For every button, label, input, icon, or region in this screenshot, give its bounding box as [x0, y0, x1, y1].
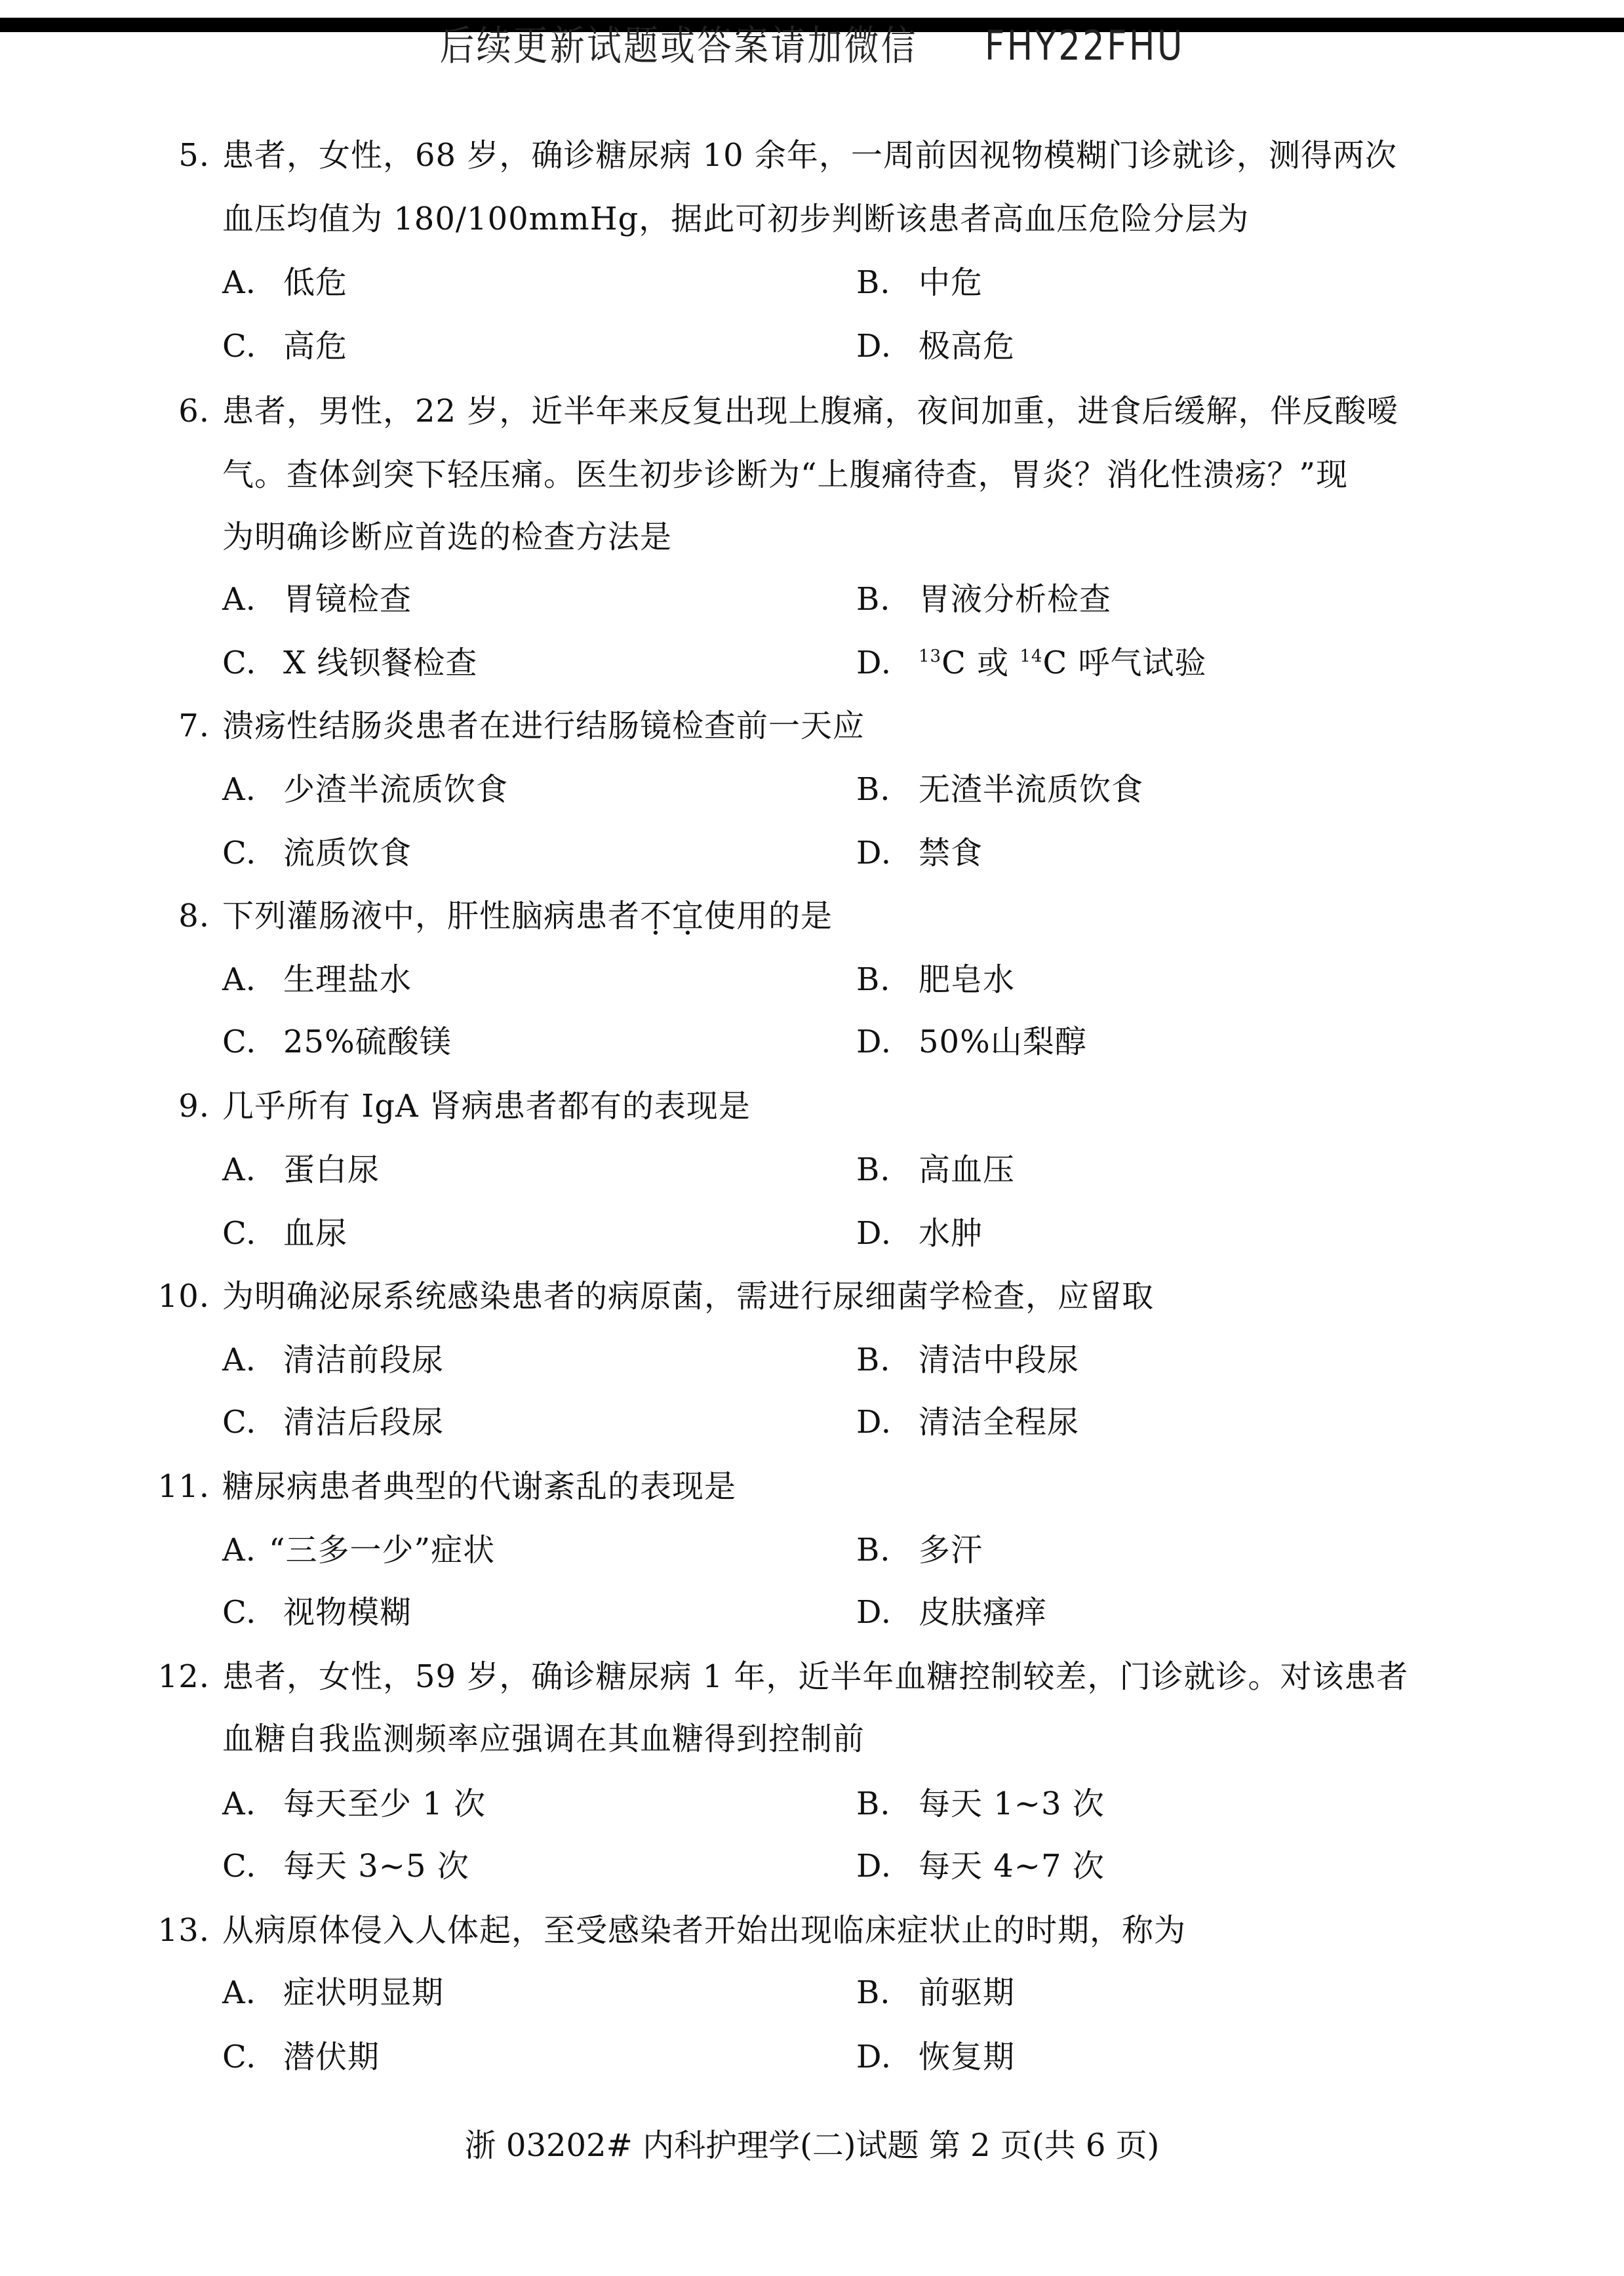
option-label-b: B.: [856, 1532, 891, 1568]
option-label-a: A.: [222, 581, 256, 618]
option-c: 视物模糊: [283, 1594, 412, 1631]
option-label-d: D.: [856, 1215, 892, 1252]
question-text: 血糖自我监测频率应强调在其血糖得到控制前: [222, 1721, 865, 1757]
option-c: 流质饮食: [283, 835, 412, 871]
question-number: 13.: [157, 1912, 210, 1949]
option-b: 胃液分析检查: [919, 581, 1112, 618]
option-d: 水肿: [919, 1215, 983, 1252]
option-a: 生理盐水: [283, 961, 412, 998]
option-a: “三多一少”症状: [269, 1532, 496, 1568]
options-row: [0, 833, 1624, 873]
option-label-c: C.: [222, 1848, 257, 1885]
question-number: 8.: [178, 898, 210, 934]
option-label-a: A.: [222, 264, 256, 301]
option-label-c: C.: [222, 645, 257, 681]
question-text: 为明确泌尿系统感染患者的病原菌，需进行尿细菌学检查，应留取: [222, 1278, 1155, 1315]
option-d: 每天 4~7 次: [919, 1848, 1105, 1885]
options-row: [0, 770, 1624, 809]
option-d-tail: C 呼气试验: [1042, 645, 1207, 681]
isotope-13: 13: [919, 647, 942, 666]
option-d-mid: C 或: [941, 645, 1020, 681]
question-number: 10.: [157, 1278, 210, 1315]
question-text: 血压均值为 180/100mmHg，据此可初步判断该患者高血压危险分层为: [222, 201, 1250, 237]
options-row: [0, 263, 1624, 302]
option-label-c: C.: [222, 1404, 257, 1441]
option-a: 蛋白尿: [283, 1151, 380, 1188]
option-label-c: C.: [222, 835, 257, 871]
emphasis-dot-char: 宜: [672, 898, 705, 934]
option-label-d: D.: [856, 645, 892, 681]
question-text: 几乎所有 IgA 肾病患者都有的表现是: [222, 1088, 751, 1125]
options-row: [0, 1022, 1624, 1062]
option-label-a: A.: [222, 771, 256, 808]
option-label-a: A.: [222, 961, 256, 998]
question-text: 患者，女性，59 岁，确诊糖尿病 1 年，近半年血糖控制较差，门诊就诊。对该患者: [222, 1658, 1409, 1695]
question-number: 9.: [178, 1088, 210, 1125]
question-text: [222, 896, 833, 936]
option-label-c: C.: [222, 328, 257, 365]
option-b: 多汗: [919, 1532, 983, 1568]
question-text: 患者，男性，22 岁，近半年来反复出现上腹痛，夜间加重，进食后缓解，伴反酸嗳: [222, 393, 1399, 429]
options-row: [0, 960, 1624, 999]
watermark-header: [122, 20, 1502, 72]
option-d: 极高危: [919, 328, 1016, 365]
option-a: 症状明显期: [283, 1974, 445, 2011]
option-b: 中危: [919, 264, 983, 301]
options-row: [0, 1973, 1624, 2012]
options-row: [0, 580, 1624, 619]
page-footer: 浙 03202# 内科护理学(二)试题 第 2 页(共 6 页): [464, 2127, 1160, 2164]
option-label-c: C.: [222, 1215, 257, 1252]
option-label-a: A.: [222, 1342, 256, 1378]
options-row: [0, 1150, 1624, 1189]
option-c: 潜伏期: [283, 2039, 380, 2075]
question-number: 11.: [157, 1468, 210, 1505]
option-d: 皮肤瘙痒: [919, 1594, 1048, 1631]
isotope-14: 14: [1020, 647, 1043, 666]
option-label-c: C.: [222, 2039, 257, 2075]
option-c: X 线钡餐检查: [283, 645, 478, 681]
options-row: [0, 327, 1624, 366]
options-row: [0, 1530, 1624, 1570]
option-b: 前驱期: [919, 1974, 1016, 2011]
option-label-a: A.: [222, 1786, 256, 1822]
watermark-wechat-id: FHY22FHU: [984, 22, 1185, 70]
options-row: [0, 1784, 1624, 1824]
option-c: 高危: [283, 328, 348, 365]
options-row: [0, 1593, 1624, 1632]
option-label-d: D.: [856, 1594, 892, 1631]
option-d: [919, 643, 1206, 683]
options-row: [0, 643, 1624, 683]
watermark-text: 后续更新试题或答案请加微信: [439, 22, 918, 70]
option-label-d: D.: [856, 1848, 892, 1885]
option-label-a: A.: [222, 1151, 256, 1188]
question-text: 溃疡性结肠炎患者在进行结肠镜检查前一天应: [222, 708, 865, 744]
option-label-b: B.: [856, 264, 891, 301]
option-d: 清洁全程尿: [919, 1404, 1080, 1441]
option-label-d: D.: [856, 1404, 892, 1441]
question-text: 从病原体侵入人体起，至受感染者开始出现临床症状止的时期，称为: [222, 1912, 1187, 1949]
options-row: [0, 1214, 1624, 1253]
option-label-b: B.: [856, 1786, 891, 1822]
option-label-c: C.: [222, 1024, 257, 1060]
option-label-b: B.: [856, 1151, 891, 1188]
option-label-d: D.: [856, 835, 892, 871]
option-label-d: D.: [856, 2039, 892, 2075]
option-b: 清洁中段尿: [919, 1342, 1080, 1378]
option-label-b: B.: [856, 581, 891, 618]
option-d: 50%山梨醇: [919, 1024, 1087, 1060]
option-b: 肥皂水: [919, 961, 1016, 998]
option-label-b: B.: [856, 1342, 891, 1378]
option-label-d: D.: [856, 1024, 892, 1060]
option-b: 高血压: [919, 1151, 1016, 1188]
option-d: 恢复期: [919, 2039, 1016, 2075]
option-a: 每天至少 1 次: [283, 1786, 486, 1822]
emphasis-dot-char: 不: [640, 898, 673, 934]
options-row: [0, 1340, 1624, 1380]
question-number: 12.: [157, 1658, 210, 1695]
option-c: 血尿: [283, 1215, 348, 1252]
question-text: 患者，女性，68 岁，确诊糖尿病 10 余年，一周前因视物模糊门诊就诊，测得两次: [222, 137, 1397, 174]
option-label-b: B.: [856, 961, 891, 998]
option-a: 少渣半流质饮食: [283, 771, 509, 808]
question-text: 糖尿病患者典型的代谢紊乱的表现是: [222, 1468, 737, 1505]
option-b: 每天 1~3 次: [919, 1786, 1105, 1822]
option-a: 清洁前段尿: [283, 1342, 445, 1378]
option-label-b: B.: [856, 1974, 891, 2011]
options-row: [0, 1403, 1624, 1442]
option-d: 禁食: [919, 835, 983, 871]
question-number: 6.: [178, 393, 210, 429]
question-number: 5.: [178, 137, 210, 174]
option-a: 低危: [283, 264, 348, 301]
options-row: [0, 1847, 1624, 1886]
question-text: 气。查体剑突下轻压痛。医生初步诊断为“上腹痛待查，胃炎？消化性溃疡？”现: [222, 456, 1349, 493]
question-text-part: 下列灌肠液中，肝性脑病患者: [222, 898, 641, 934]
question-text-part: 使用的是: [704, 898, 833, 934]
option-c: 清洁后段尿: [283, 1404, 445, 1441]
question-text: 为明确诊断应首选的检查方法是: [222, 519, 673, 555]
option-a: 胃镜检查: [283, 581, 412, 618]
option-c: 每天 3~5 次: [283, 1848, 469, 1885]
option-label-c: C.: [222, 1594, 257, 1631]
option-label-b: B.: [856, 771, 891, 808]
question-number: 7.: [178, 708, 210, 744]
option-c: 25%硫酸镁: [283, 1024, 452, 1060]
option-b: 无渣半流质饮食: [919, 771, 1144, 808]
option-label-a: A.: [222, 1532, 256, 1568]
options-row: [0, 2037, 1624, 2077]
option-label-a: A.: [222, 1974, 256, 2011]
option-label-d: D.: [856, 328, 892, 365]
